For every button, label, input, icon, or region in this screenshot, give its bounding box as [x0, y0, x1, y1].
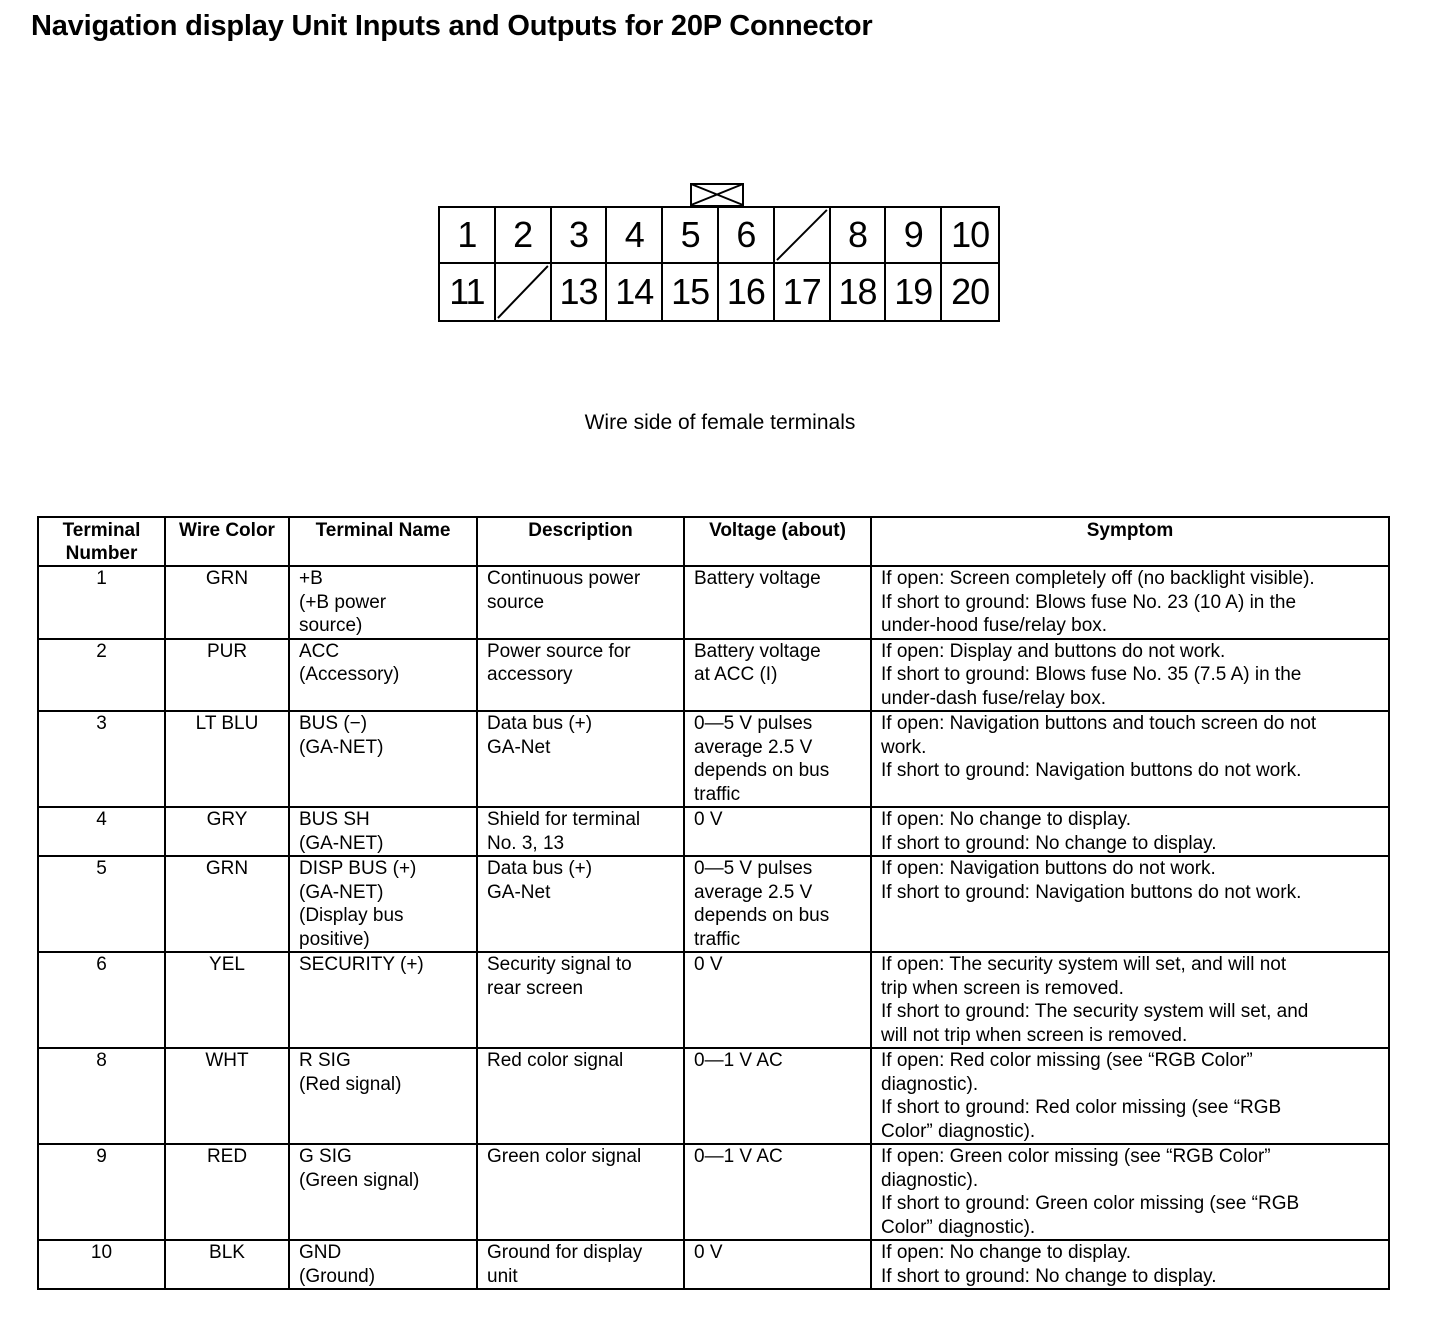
connector-terminal: [886, 208, 942, 264]
cell-wire-color: LT BLU: [165, 711, 289, 807]
cell-symptom: [871, 566, 1389, 639]
connector-terminal: [831, 264, 887, 320]
header-wire-color: Wire Color: [165, 517, 289, 566]
cell-voltage: [684, 711, 871, 807]
connector-empty-cavity: [496, 264, 552, 320]
cell-wire-color: GRY: [165, 807, 289, 856]
cell-terminal-number: 4: [38, 807, 165, 856]
cell-symptom-line: Color” diagnostic).: [881, 1120, 1036, 1142]
table-row: [38, 711, 1389, 807]
terminal-number-label: 10: [951, 214, 990, 255]
cell-description: [477, 1240, 684, 1289]
cell-wire-color: YEL: [165, 952, 289, 1048]
cell-symptom-line: If open: Green color missing (see “RGB Color”: [881, 1146, 1271, 1167]
cell-terminal-name: [289, 639, 477, 712]
cell-symptom-line: diagnostic).: [881, 1169, 979, 1191]
cell-symptom-line: will not trip when screen is removed.: [881, 1024, 1188, 1046]
header-symptom: Symptom: [871, 517, 1389, 566]
cell-symptom-line: If open: Display and buttons do not work.: [881, 640, 1226, 662]
cell-terminal-name-line: R SIG: [299, 1050, 351, 1071]
cell-symptom-line: If open: The security system will set, and will not: [881, 954, 1287, 975]
cell-terminal-name-line: BUS SH: [299, 809, 370, 830]
connector-lock-tab: [690, 183, 744, 206]
cell-voltage-line: 0—1 V AC: [694, 1050, 783, 1071]
table-row: [38, 807, 1389, 856]
cell-voltage: [684, 1240, 871, 1289]
cell-description: [477, 639, 684, 712]
cell-voltage-line: Battery voltage: [694, 640, 821, 662]
cell-description-line: Shield for terminal: [487, 809, 641, 830]
cell-description-line: Data bus (+): [487, 713, 593, 734]
cell-symptom-line: trip when screen is removed.: [881, 977, 1124, 999]
cell-voltage-line: 0—5 V pulses: [694, 858, 813, 879]
cell-terminal-number: 1: [38, 566, 165, 639]
cell-voltage-line: 0 V: [694, 954, 723, 975]
cell-symptom-line: If short to ground: Blows fuse No. 23 (10 A) in the: [881, 591, 1297, 613]
cell-terminal-name-line: (GA-NET): [299, 736, 384, 758]
connector-terminal: [607, 208, 663, 264]
header-description: Description: [477, 517, 684, 566]
empty-cavity-slash: [775, 208, 829, 262]
table-row: [38, 856, 1389, 952]
cell-description: [477, 711, 684, 807]
connector-terminal: [942, 264, 998, 320]
cell-symptom-line: If short to ground: The security system will set, and: [881, 1001, 1309, 1022]
cell-description-line: Red color signal: [487, 1050, 624, 1071]
connector-terminal: [719, 264, 775, 320]
terminal-number-label: 17: [782, 271, 821, 312]
cell-wire-color: RED: [165, 1144, 289, 1240]
cell-symptom-line: If short to ground: Blows fuse No. 35 (7.5 A) in the: [881, 664, 1302, 685]
cell-terminal-name: [289, 1144, 477, 1240]
cell-terminal-name: [289, 952, 477, 1048]
connector-terminal: [663, 264, 719, 320]
cell-terminal-name-line: +B: [299, 568, 323, 589]
cell-terminal-name-line: (+B power: [299, 591, 387, 613]
cell-description: [477, 856, 684, 952]
cell-description: [477, 566, 684, 639]
cell-terminal-name: [289, 1240, 477, 1289]
terminal-number-label: 20: [951, 271, 990, 312]
terminal-number-label: 18: [838, 271, 877, 312]
cell-symptom: [871, 1240, 1389, 1289]
cell-symptom-line: If short to ground: Red color missing (see “RGB: [881, 1097, 1282, 1118]
cell-description-line: No. 3, 13: [487, 832, 565, 854]
cell-description-line: accessory: [487, 664, 573, 685]
terminal-number-label: 11: [449, 271, 485, 312]
cell-description: [477, 1144, 684, 1240]
cell-description-line: Green color signal: [487, 1146, 642, 1167]
cell-description-line: Power source for: [487, 640, 631, 662]
cell-voltage-line: 0 V: [694, 809, 723, 830]
cell-wire-color: GRN: [165, 566, 289, 639]
connector-diagram: [438, 183, 998, 320]
table-row: [38, 952, 1389, 1048]
cell-voltage-line: traffic: [694, 928, 741, 950]
connector-terminal: [775, 264, 831, 320]
cell-voltage-line: traffic: [694, 783, 741, 805]
cell-description-line: unit: [487, 1265, 518, 1287]
cell-symptom-line: If open: No change to display.: [881, 809, 1131, 830]
table-row: [38, 1048, 1389, 1144]
cell-description-line: GA-Net: [487, 736, 551, 758]
cell-terminal-number: 6: [38, 952, 165, 1048]
cell-voltage: [684, 1144, 871, 1240]
cell-symptom: [871, 807, 1389, 856]
cell-voltage-line: average 2.5 V: [694, 881, 813, 903]
cell-description-line: Data bus (+): [487, 858, 593, 879]
terminal-number-label: 3: [568, 214, 588, 255]
cell-voltage-line: Battery voltage: [694, 568, 821, 589]
cell-voltage: [684, 1048, 871, 1144]
connector-empty-cavity: [775, 208, 831, 264]
cell-voltage-line: 0—1 V AC: [694, 1146, 783, 1167]
cell-terminal-name-line: (GA-NET): [299, 881, 384, 903]
cell-terminal-name-line: source): [299, 615, 363, 636]
cell-terminal-name-line: DISP BUS (+): [299, 858, 417, 879]
cell-terminal-name-line: G SIG: [299, 1146, 352, 1167]
terminal-number-label: 1: [457, 214, 477, 255]
connector-terminal: [440, 208, 496, 264]
cell-terminal-name: [289, 566, 477, 639]
cell-terminal-name-line: (Green signal): [299, 1169, 420, 1191]
terminal-number-label: 4: [624, 214, 644, 255]
cell-voltage: [684, 807, 871, 856]
cell-description-line: source: [487, 591, 545, 613]
connector-terminal: [607, 264, 663, 320]
cell-terminal-number: 8: [38, 1048, 165, 1144]
cell-terminal-name-line: SECURITY (+): [299, 954, 424, 975]
cell-terminal-name: [289, 856, 477, 952]
cell-description-line: Continuous power: [487, 568, 641, 589]
cell-symptom-line: If open: Screen completely off (no backlight visible).: [881, 568, 1315, 589]
cell-terminal-number: 3: [38, 711, 165, 807]
cell-symptom-line: diagnostic).: [881, 1073, 979, 1095]
terminal-number-label: 6: [736, 214, 756, 255]
header-voltage: Voltage (about): [684, 517, 871, 566]
cell-terminal-name-line: (GA-NET): [299, 832, 384, 854]
cell-terminal-name-line: (Red signal): [299, 1073, 402, 1095]
connector-terminal: [942, 208, 998, 264]
terminal-number-label: 2: [513, 214, 533, 255]
connector-terminal: [440, 264, 496, 320]
cell-symptom-line: under-dash fuse/relay box.: [881, 687, 1106, 709]
cell-description-line: Security signal to: [487, 954, 632, 975]
table-header-row: [38, 517, 1389, 566]
cell-symptom: [871, 952, 1389, 1048]
cell-terminal-name-line: (Ground): [299, 1265, 376, 1287]
io-table: [37, 516, 1390, 1290]
table-row: [38, 1240, 1389, 1289]
cell-description: [477, 952, 684, 1048]
cell-wire-color: PUR: [165, 639, 289, 712]
connector-terminal: [496, 208, 552, 264]
cell-voltage: [684, 856, 871, 952]
connector-terminal: [719, 208, 775, 264]
terminal-number-label: 19: [894, 271, 933, 312]
terminal-number-label: 15: [671, 271, 710, 312]
cell-voltage: [684, 952, 871, 1048]
cell-terminal-number: 5: [38, 856, 165, 952]
cell-terminal-name: [289, 1048, 477, 1144]
cell-symptom-line: If short to ground: No change to display.: [881, 1265, 1217, 1287]
connector-terminal: [552, 208, 608, 264]
cell-wire-color: GRN: [165, 856, 289, 952]
cell-terminal-name-line: BUS (−): [299, 713, 368, 734]
terminal-number-label: 14: [615, 271, 654, 312]
cell-symptom: [871, 711, 1389, 807]
header-terminal-name: Terminal Name: [289, 517, 477, 566]
cell-voltage-line: depends on bus: [694, 760, 830, 781]
cell-terminal-name: [289, 711, 477, 807]
cell-symptom-line: If open: Navigation buttons and touch screen do not: [881, 713, 1317, 734]
cell-symptom: [871, 1048, 1389, 1144]
cell-description-line: rear screen: [487, 977, 584, 999]
terminal-number-label: 5: [680, 214, 700, 255]
cell-description-line: Ground for display: [487, 1242, 643, 1263]
connector-terminal-grid: [438, 206, 1000, 322]
cell-voltage-line: depends on bus: [694, 905, 830, 926]
connector-caption: Wire side of female terminals: [584, 411, 856, 434]
cell-terminal-name: [289, 807, 477, 856]
cell-symptom-line: If short to ground: Navigation buttons do not work.: [881, 881, 1302, 903]
table-row: [38, 1144, 1389, 1240]
terminal-number-label: 13: [559, 271, 598, 312]
cell-symptom: [871, 856, 1389, 952]
terminal-number-label: 16: [726, 271, 765, 312]
connector-terminal: [552, 264, 608, 320]
page-title: Navigation display Unit Inputs and Outputs for 20P Connector: [31, 10, 873, 42]
cell-voltage-line: at ACC (I): [694, 664, 778, 685]
cell-description: [477, 1048, 684, 1144]
cell-voltage-line: 0 V: [694, 1242, 723, 1263]
cell-symptom-line: If short to ground: No change to display.: [881, 832, 1217, 854]
cell-voltage-line: average 2.5 V: [694, 736, 813, 758]
connector-terminal: [831, 208, 887, 264]
cell-terminal-number: 10: [38, 1240, 165, 1289]
cell-terminal-name-line: (Accessory): [299, 664, 400, 685]
cell-symptom-line: under-hood fuse/relay box.: [881, 615, 1108, 636]
cell-symptom-line: If open: No change to display.: [881, 1242, 1131, 1263]
cell-wire-color: BLK: [165, 1240, 289, 1289]
table-row: [38, 639, 1389, 712]
cell-symptom: [871, 1144, 1389, 1240]
cell-terminal-number: 9: [38, 1144, 165, 1240]
cell-description: [477, 807, 684, 856]
cell-description-line: GA-Net: [487, 881, 551, 903]
cell-wire-color: WHT: [165, 1048, 289, 1144]
cell-symptom: [871, 639, 1389, 712]
cell-terminal-name-line: ACC: [299, 640, 340, 662]
cell-voltage: [684, 639, 871, 712]
cell-symptom-line: If open: Navigation buttons do not work.: [881, 858, 1216, 879]
cell-symptom-line: work.: [881, 736, 927, 758]
cell-terminal-name-line: (Display bus: [299, 905, 404, 926]
table-row: [38, 566, 1389, 639]
terminal-number-label: 9: [903, 214, 923, 255]
cell-symptom-line: Color” diagnostic).: [881, 1216, 1036, 1238]
cell-symptom-line: If short to ground: Green color missing (see “RGB: [881, 1193, 1300, 1214]
cell-terminal-name-line: GND: [299, 1242, 342, 1263]
cell-symptom-line: If open: Red color missing (see “RGB Color”: [881, 1050, 1253, 1071]
terminal-number-label: 8: [847, 214, 867, 255]
cell-terminal-number: 2: [38, 639, 165, 712]
cell-terminal-name-line: positive): [299, 928, 370, 950]
empty-cavity-slash: [496, 264, 550, 320]
connector-terminal: [663, 208, 719, 264]
connector-terminal: [886, 264, 942, 320]
cell-voltage-line: 0—5 V pulses: [694, 713, 813, 734]
cell-voltage: [684, 566, 871, 639]
header-terminal-number: Terminal Number: [38, 517, 165, 566]
cell-symptom-line: If short to ground: Navigation buttons do not work.: [881, 760, 1302, 781]
